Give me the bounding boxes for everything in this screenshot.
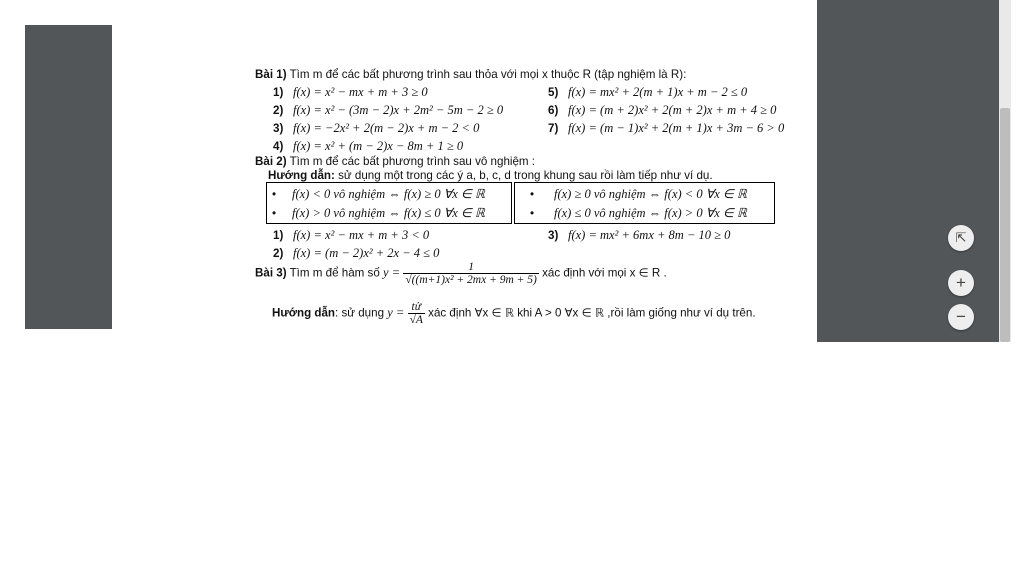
bai1-item-1: 1) f(x) = x² − mx + m + 3 ≥ 0 [273, 85, 428, 99]
bai1-item-3: 3) f(x) = −2x² + 2(m − 2)x + m − 2 < 0 [273, 121, 480, 135]
bai3-heading: Bài 3) Tìm m để hàm số y = $\frac{1}{\text{√((m+1)x² + 2mx + 9m + 5)}}$ xác định với mọi x ∈ R . [255, 261, 667, 286]
bai1-item-2: 2) f(x) = x² − (3m − 2)x + 2m² − 5m − 2 ≥ 0 [273, 103, 504, 117]
bai2-heading: Bài 2) Tìm m để các bất phương trình sau vô nghiệm : [255, 155, 536, 168]
bai1-item-5: 5) f(x) = mx² + 2(m + 1)x + m − 2 ≤ 0 [548, 85, 748, 99]
hint-left-1: • f(x) < 0 vô nghiệm ⇔ f(x) ≥ 0 ∀x ∈ ℝ [272, 187, 485, 201]
bai1-item-6: 6) f(x) = (m + 2)x² + 2(m + 2)x + m + 4 ≥ 0 [548, 103, 777, 117]
bai3-hint-fraction: $\frac{\text{tử}}{√A}$ [409, 301, 423, 326]
minus-icon: − [956, 307, 966, 326]
scrollbar-thumb[interactable] [1000, 108, 1010, 342]
bai2-item-1: 1) f(x) = x² − mx + m + 3 < 0 [273, 228, 430, 242]
hint-right-2: • f(x) ≤ 0 vô nghiệm ⇔ f(x) > 0 ∀x ∈ ℝ [530, 206, 747, 220]
bai1-heading: Bài 1) Tìm m để các bất phương trình sau thỏa với mọi x thuộc R (tập nghiệm là R): [255, 68, 687, 81]
zoom-out-button[interactable] [948, 304, 974, 330]
zoom-in-button[interactable] [948, 270, 974, 296]
bai3-hint: Hướng dẫn: sử dụng y = $\frac{\text{tử}}{√A}$ xác định ∀x ∈ ℝ khi A > 0 ∀x ∈ ℝ ,rồi làm giống như ví dụ trên. [272, 301, 756, 326]
hint-right-1: • f(x) ≥ 0 vô nghiệm ⇔ f(x) < 0 ∀x ∈ ℝ [530, 187, 747, 201]
bai1-item-4: 4) f(x) = x² + (m − 2)x − 8m + 1 ≥ 0 [273, 139, 464, 153]
bai2-item-2: 2) f(x) = (m − 2)x² + 2x − 4 ≤ 0 [273, 246, 440, 260]
fit-page-icon: ⇱ [955, 230, 967, 245]
hint-left-2: • f(x) > 0 vô nghiệm ⇔ f(x) ≤ 0 ∀x ∈ ℝ [272, 206, 485, 220]
viewer-background-left [25, 25, 112, 329]
bai2-hint: Hướng dẫn: sử dụng một trong các ý a, b, c, d trong khung sau rồi làm tiếp như ví dụ. [268, 169, 713, 182]
bai2-item-3: 3) f(x) = mx² + 6mx + 8m − 10 ≥ 0 [548, 228, 731, 242]
bai1-item-7: 7) f(x) = (m − 1)x² + 2(m + 1)x + 3m − 6 > 0 [548, 121, 785, 135]
viewer-background-right [817, 0, 999, 342]
fit-page-button[interactable] [948, 225, 974, 251]
plus-icon: + [956, 273, 966, 292]
bai3-fraction: $\frac{1}{\text{√((m+1)x² + 2mx + 9m + 5)}}$ [405, 261, 537, 286]
